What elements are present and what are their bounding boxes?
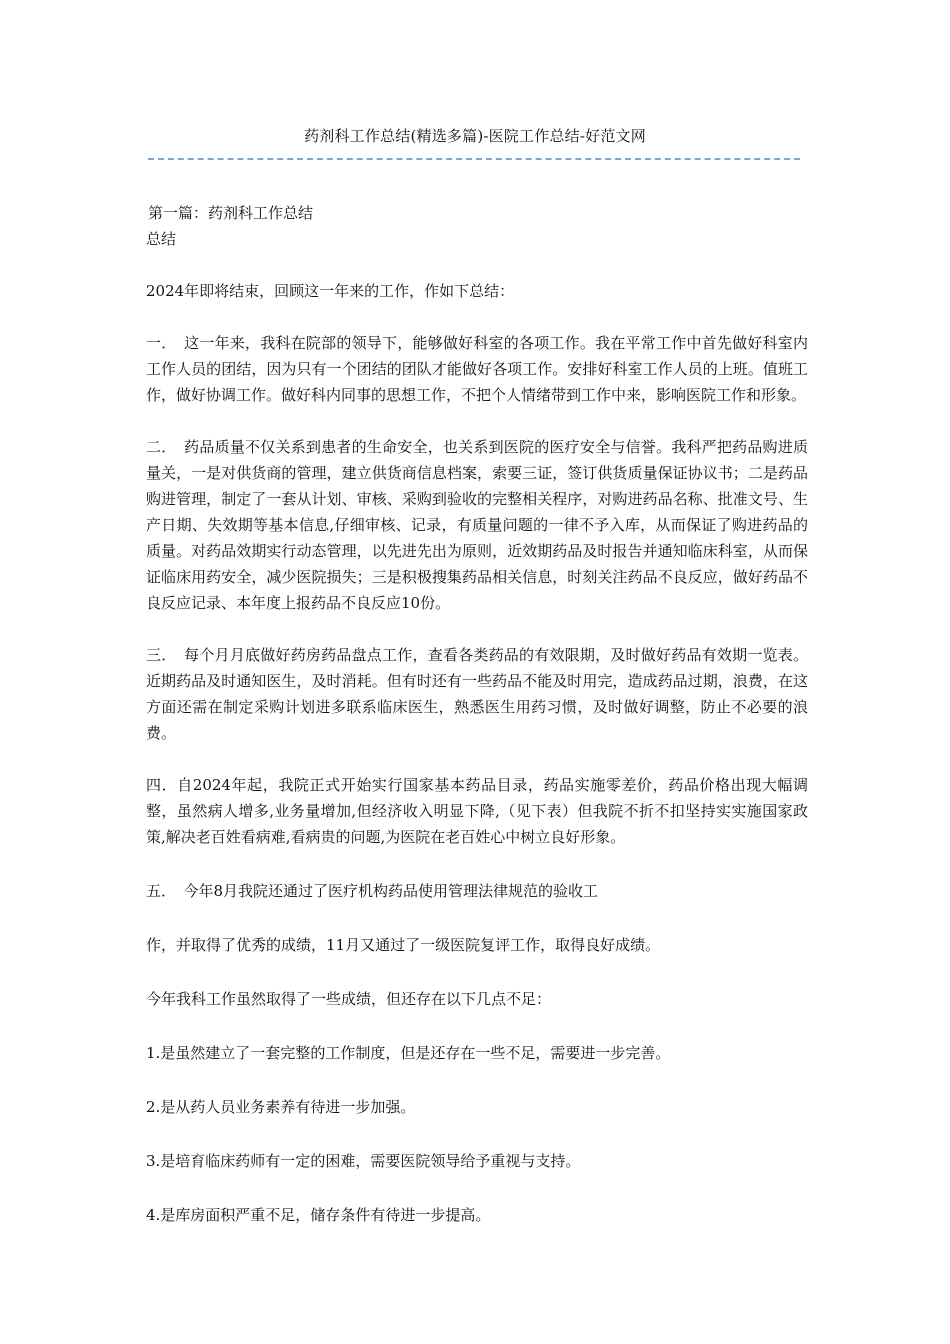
paragraph-2: 二． 药品质量不仅关系到患者的生命安全，也关系到医院的医疗安全与信誉。我科严把药品购进质量关，一是对供货商的管理，建立供货商信息档案，索要三证，签订供货质量保证协议书；二是药品购进管理，制定了一套从计划、审核、采购到验收的完整相关程序，对购进药品名称、批准文号、生产日期、失效期等基本信息,仔细审核、记录，有质量问题的一律不予入库，从而保证了购进药品的质量。对药品效期实行动态管理，以先进先出为原则，近效期药品及时报告并通知临床科室，从而保证临床用药安全，减少医院损失；三是积极搜集药品相关信息，时刻关注药品不良反应，做好药品不良反应记录、本年度上报药品不良反应10份。 <box>146 438 808 612</box>
document-body <box>146 200 808 1228</box>
section-heading: 第一篇：药剂科工作总结 <box>148 204 314 222</box>
section-subheading: 总结 <box>146 230 177 248</box>
paragraph-3: 三． 每个月月底做好药房药品盘点工作，查看各类药品的有效限期，及时做好药品有效期一览表。近期药品及时通知医生，及时消耗。但有时还有一些药品不能及时用完，造成药品过期，浪费，在这方面还需在制定采购计划进多联系临床医生，熟悉医生用药习惯，及时做好调整，防止不必要的浪费。 <box>146 646 808 742</box>
paragraph-1: 一． 这一年来，我科在院部的领导下，能够做好科室的各项工作。我在平常工作中首先做好科室内工作人员的团结，因为只有一个团结的团队才能做好各项工作。安排好科室工作人员的上班。值班工作，做好协调工作。做好科内同事的思想工作，不把个人情绪带到工作中来，影响医院工作和形象。 <box>146 334 808 404</box>
document-title: 药剂科工作总结(精选多篇)-医院工作总结-好范文网 <box>304 127 646 145</box>
paragraph-5: 五． 今年8月我院还通过了医疗机构药品使用管理法律规范的验收工 <box>146 882 599 900</box>
shortcoming-item-3: 3.是培育临床药师有一定的困难，需要医院领导给予重视与支持。 <box>146 1152 581 1170</box>
intro-paragraph: 2024年即将结束，回顾这一年来的工作，作如下总结： <box>146 282 515 300</box>
shortcoming-item-4: 4.是库房面积严重不足，储存条件有待进一步提高。 <box>146 1206 491 1224</box>
paragraph-7: 今年我科工作虽然取得了一些成绩，但还存在以下几点不足： <box>146 990 552 1008</box>
shortcoming-item-1: 1.是虽然建立了一套完整的工作制度，但是还存在一些不足，需要进一步完善。 <box>146 1044 671 1062</box>
title-divider <box>148 158 800 160</box>
paragraph-4: 四．自2024年起，我院正式开始实行国家基本药品目录，药品实施零差价，药品价格出现大幅调整，虽然病人增多,业务量增加,但经济收入明显下降,（见下表）但我院不折不扣坚持实实施国家政策,解决老百姓看病难,看病贵的问题,为医院在老百姓心中树立良好形象。 <box>146 776 808 846</box>
shortcoming-item-2: 2.是从药人员业务素养有待进一步加强。 <box>146 1098 416 1116</box>
paragraph-6: 作，并取得了优秀的成绩，11月又通过了一级医院复评工作，取得良好成绩。 <box>146 936 661 954</box>
